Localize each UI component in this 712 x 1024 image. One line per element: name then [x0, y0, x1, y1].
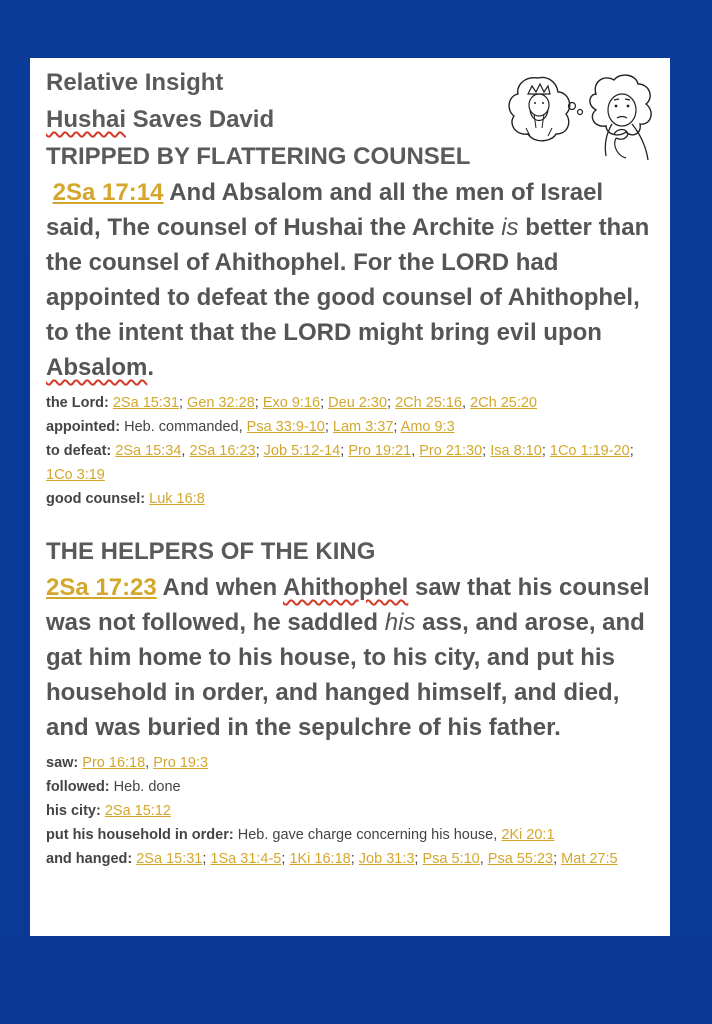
verse-text: better than the counsel of Ahithophel. For the LORD had appointed to defeat the good counsel of Ahithophel, to the intent that the LORD might bring evil upon: [46, 214, 650, 346]
scripture-link[interactable]: 2Sa 15:31: [136, 851, 203, 867]
scripture-link[interactable]: 2Sa 15:12: [104, 803, 171, 819]
cross-reference-row: [46, 799, 658, 823]
scripture-link[interactable]: Lam 3:37: [332, 419, 394, 435]
cross-reference-row: [46, 775, 658, 799]
verse-italic: his: [384, 609, 416, 636]
verse-text: And Absalom and all the men of Israel said, The counsel of Hushai the Archite: [46, 179, 604, 241]
scripture-link[interactable]: Amo 9:3: [400, 419, 455, 435]
scripture-link[interactable]: Gen 32:28: [187, 395, 255, 411]
cross-reference-row: the Lord: 2Sa 15:31; Gen 32:28; Exo 9:16; Deu 2:30; 2Ch 25:16, 2Ch 25:20: [46, 395, 537, 411]
cross-reference-label: saw:: [46, 755, 79, 771]
section2-title: THE HELPERS OF THE KING: [46, 538, 376, 565]
cross-reference-note: Heb. commanded,: [124, 419, 247, 435]
scripture-link[interactable]: Pro 21:30: [419, 443, 483, 459]
cross-reference-label: followed:: [46, 779, 110, 795]
verse-name: Ahithophel: [282, 574, 409, 601]
cross-reference-row: appointed: Heb. commanded, Psa 33:9-10; Lam 3:37; Amo 9:3: [46, 419, 455, 435]
cross-reference-label: his city:: [46, 803, 101, 819]
cross-reference-row: and hanged: 2Sa 15:31; 1Sa 31:4-5; 1Ki 16:18; Job 31:3; Psa 5:10, Psa 55:23; Mat 27:5: [46, 851, 618, 867]
cross-reference-row: saw: Pro 16:18, Pro 19:3: [46, 755, 209, 771]
cross-reference-row: to defeat: 2Sa 15:34, 2Sa 16:23; Job 5:12-14; Pro 19:21, Pro 21:30; Isa 8:10; 1Co 1:19-20; 1Co 3:19: [46, 443, 634, 483]
scripture-link[interactable]: Mat 27:5: [561, 851, 618, 867]
cross-reference-note: Heb. gave charge concerning his house,: [237, 827, 502, 843]
scripture-link[interactable]: 1Co 1:19-20: [549, 443, 630, 459]
scripture-link[interactable]: 2Ch 25:16: [395, 395, 462, 411]
scripture-link[interactable]: Pro 19:3: [153, 755, 209, 771]
scripture-link[interactable]: 2Sa 16:23: [189, 443, 256, 459]
scripture-link[interactable]: 2Sa 15:34: [115, 443, 182, 459]
section1-verse-ref-link[interactable]: 2Sa 17:14: [52, 179, 164, 206]
scripture-link[interactable]: Psa 55:23: [487, 851, 554, 867]
scripture-link[interactable]: Pro 19:21: [348, 443, 412, 459]
scripture-link[interactable]: 1Sa 31:4-5: [210, 851, 282, 867]
scripture-link[interactable]: 2Sa 15:31: [112, 395, 179, 411]
cross-reference-label: good counsel:: [46, 491, 146, 507]
header-title: Relative Insight: [46, 69, 224, 96]
verse-name: Absalom: [46, 354, 148, 381]
verse-text: ass, and arose, and gat him home to his house, to his city, and put his household in order, and hanged himself, and died, and was buried in the sepulchre of his father.: [46, 609, 645, 741]
cross-reference-label: put his household in order:: [46, 827, 234, 843]
subtitle-rest: Saves David: [126, 106, 275, 133]
section1-cross-references: [46, 391, 658, 511]
scripture-link[interactable]: Luk 16:8: [149, 491, 205, 507]
scripture-link[interactable]: 1Co 3:19: [46, 467, 105, 483]
verse-text: .: [147, 354, 155, 381]
scripture-link[interactable]: Exo 9:16: [262, 395, 321, 411]
verse-text: saw that his counsel was not followed, he saddled: [46, 574, 650, 636]
subtitle-name: Hushai: [46, 106, 127, 133]
scripture-link[interactable]: Psa 5:10: [422, 851, 480, 867]
scripture-link[interactable]: Deu 2:30: [328, 395, 388, 411]
scripture-link[interactable]: 2Ch 25:20: [470, 395, 537, 411]
section2-verse: [46, 570, 658, 745]
section1-verse: [46, 175, 658, 385]
cross-reference-label: to defeat:: [46, 443, 112, 459]
scripture-link[interactable]: Pro 16:18: [82, 755, 146, 771]
verse-text: And when: [156, 574, 283, 601]
scripture-link[interactable]: Isa 8:10: [490, 443, 542, 459]
top-background-band: [0, 0, 712, 58]
section2-cross-references: [46, 751, 658, 871]
cross-reference-label: appointed:: [46, 419, 121, 435]
cross-reference-row: [46, 823, 658, 847]
thinking-king-illustration: [500, 72, 662, 164]
scripture-link[interactable]: Job 5:12-14: [263, 443, 341, 459]
section1-title: TRIPPED BY FLATTERING COUNSEL: [46, 143, 471, 170]
scripture-link[interactable]: 2Ki 20:1: [501, 827, 555, 843]
section2-verse-ref-link[interactable]: 2Sa 17:23: [46, 574, 157, 601]
cross-reference-label: and hanged:: [46, 851, 133, 867]
scripture-link[interactable]: Psa 33:9-10: [246, 419, 325, 435]
verse-italic: is: [501, 214, 519, 241]
content-card: [30, 58, 670, 936]
bottom-background-band: [0, 938, 712, 1024]
cross-reference-row: [46, 487, 658, 511]
cross-reference-label: the Lord:: [46, 395, 109, 411]
scripture-link[interactable]: Job 31:3: [358, 851, 415, 867]
cross-reference-note: Heb. done: [113, 779, 181, 795]
scripture-link[interactable]: 1Ki 16:18: [289, 851, 351, 867]
